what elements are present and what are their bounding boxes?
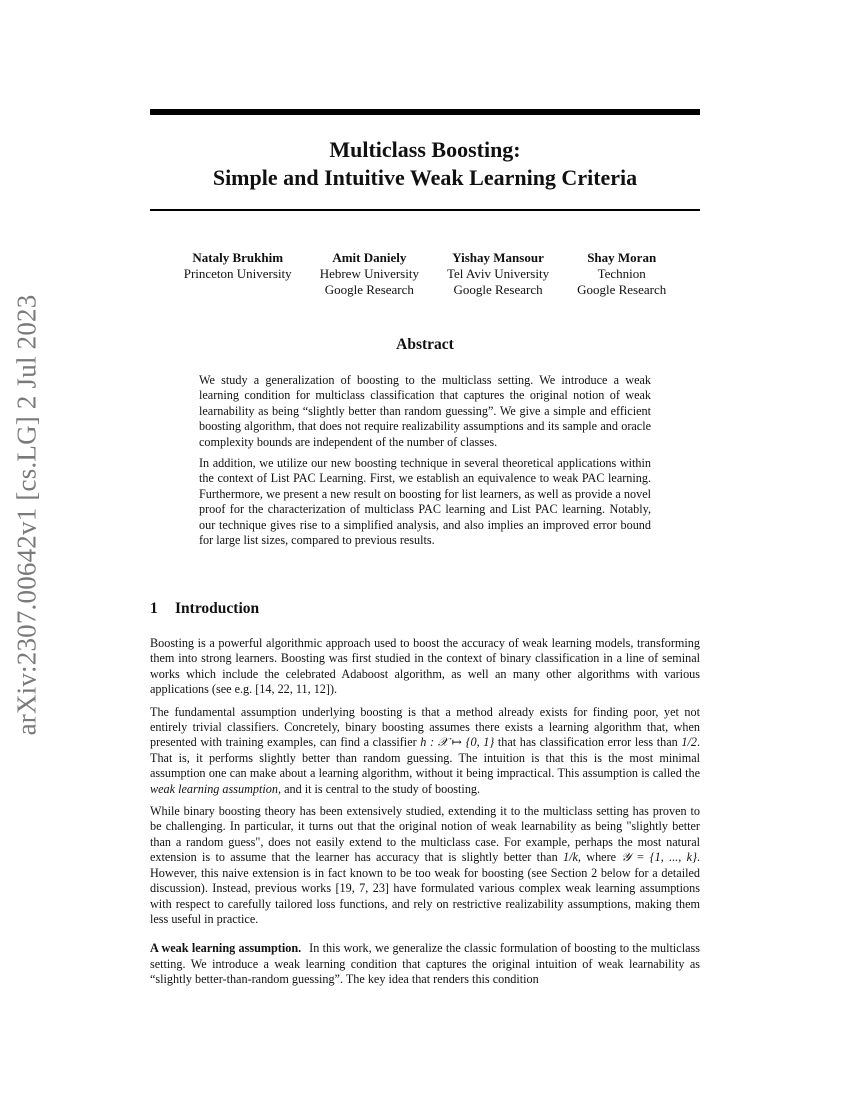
author-name: Yishay Mansour [452, 250, 544, 265]
arxiv-stamp-text: arXiv:2307.00642v1 [cs.LG] 2 Jul 2023 [11, 294, 42, 736]
author-block [577, 250, 666, 298]
title-line-2: Simple and Intuitive Weak Learning Criteria [212, 165, 638, 190]
author-list [150, 250, 700, 298]
author-name: Shay Moran [587, 250, 657, 265]
author-block [447, 250, 549, 298]
abstract-heading: Abstract [396, 336, 454, 353]
text-run: In this work, we generalize the classic formulation of boosting to the multiclass setting. We introduce a weak learning condition that captures the original intuition of weak learnability as “slightly better-than-random guessing”. The key idea that renders this condition [150, 941, 700, 987]
section-body [150, 636, 700, 995]
title-rule-bottom [150, 209, 700, 211]
math-inline: 1/k [563, 850, 578, 865]
author-block [320, 250, 419, 298]
text-run: , where [577, 850, 622, 865]
math-inline: 𝒴 = {1, ..., k} [621, 850, 697, 865]
section-number: 1 [150, 600, 158, 617]
author-affiliation-2: Google Research [453, 282, 543, 297]
math-inline: 1/2 [681, 735, 697, 750]
paper-title [150, 136, 700, 192]
math-inline: h : 𝒳 ↦ {0, 1} [420, 735, 495, 750]
section-heading [150, 600, 700, 618]
title-line-1: Multiclass Boosting: [329, 137, 521, 162]
author-block [184, 250, 292, 298]
text-run: The fundamental assumption underlying boosting is that a method already exists for finding poor, yet not entirely trivial classifiers. Concretely, binary boosting assumes there exists a learning algorithm that, when presented with training examples, can find a classifier [150, 704, 700, 750]
body-paragraph [150, 941, 700, 987]
text-run: While binary boosting theory has been extensively studied, extending it to the multiclass setting has proven to be challenging. In particular, it turns out that the original notion of weak learnability as being "slightly better than a random guess", does not easily extend to the multiclass case. For example, perhaps the most natural extension is to assume that the learner has accuracy that is slightly better than [150, 804, 700, 865]
author-affiliation: Tel Aviv University [446, 266, 550, 281]
abstract-paragraph: We study a generalization of boosting to the multiclass setting. We introduce a weak learning condition for multiclass classification that captures the original notion of weak learnability as being “slightly better than random guessing”. We give a simple and efficient boosting algorithm, that does not require realizability assumptions and its sample and oracle complexity bounds are independent of the number of classes. [199, 373, 651, 449]
paragraph-heading: A weak learning assumption. [150, 941, 302, 956]
author-name: Amit Daniely [332, 250, 407, 265]
abstract-body [199, 373, 651, 554]
author-name: Nataly Brukhim [192, 250, 284, 265]
author-affiliation: Technion [597, 266, 646, 281]
section-title: Introduction [175, 600, 260, 617]
author-affiliation: Princeton University [183, 266, 292, 281]
body-paragraph: Boosting is a powerful algorithmic approach used to boost the accuracy of weak learning models, transforming them into strong learners. Boosting was first studied in the context of binary classification in a line of seminal works which include the celebrated Adaboost algorithm, as well an many other algorithms with various applications (see e.g. [14, 22, 11, 12]). [150, 636, 700, 697]
author-affiliation-2: Google Research [577, 282, 667, 297]
text-run: . That is, it performs slightly better than random guessing. The intuition is that this is the most minimal assumption one can make about a learning algorithm, without it being impractical. This assumption is called the [150, 735, 700, 781]
author-affiliation: Hebrew University [319, 266, 419, 281]
title-rule-top [150, 109, 700, 115]
arxiv-stamp [2, 285, 52, 745]
text-run: . However, this naive extension is in fact known to be too weak for boosting (see Section 2 below for a detailed discussion). Instead, previous works [19, 7, 23] have formulated various complex weak learning assumptions with respect to carefully tailored loss functions, and rely on restrictive realizability assumptions, making them less useful in practice. [150, 850, 700, 926]
text-run: , and it is central to the study of boosting. [277, 781, 481, 796]
emphasis-text: weak learning assumption [150, 781, 278, 796]
author-affiliation-2: Google Research [324, 282, 414, 297]
text-run: that has classification error less than [494, 735, 682, 750]
body-paragraph [150, 804, 700, 927]
abstract-paragraph: In addition, we utilize our new boosting technique in several theoretical applications within the context of List PAC Learning. First, we establish an equivalence to weak PAC learning. Furthermore, we present a new result on boosting for list learners, as well as provide a novel proof for the characterization of multiclass PAC learning and List PAC learning. Notably, our technique gives rise to a simplified analysis, and also implies an improved error bound for large list sizes, compared to previous results. [199, 456, 651, 548]
body-paragraph [150, 705, 700, 797]
